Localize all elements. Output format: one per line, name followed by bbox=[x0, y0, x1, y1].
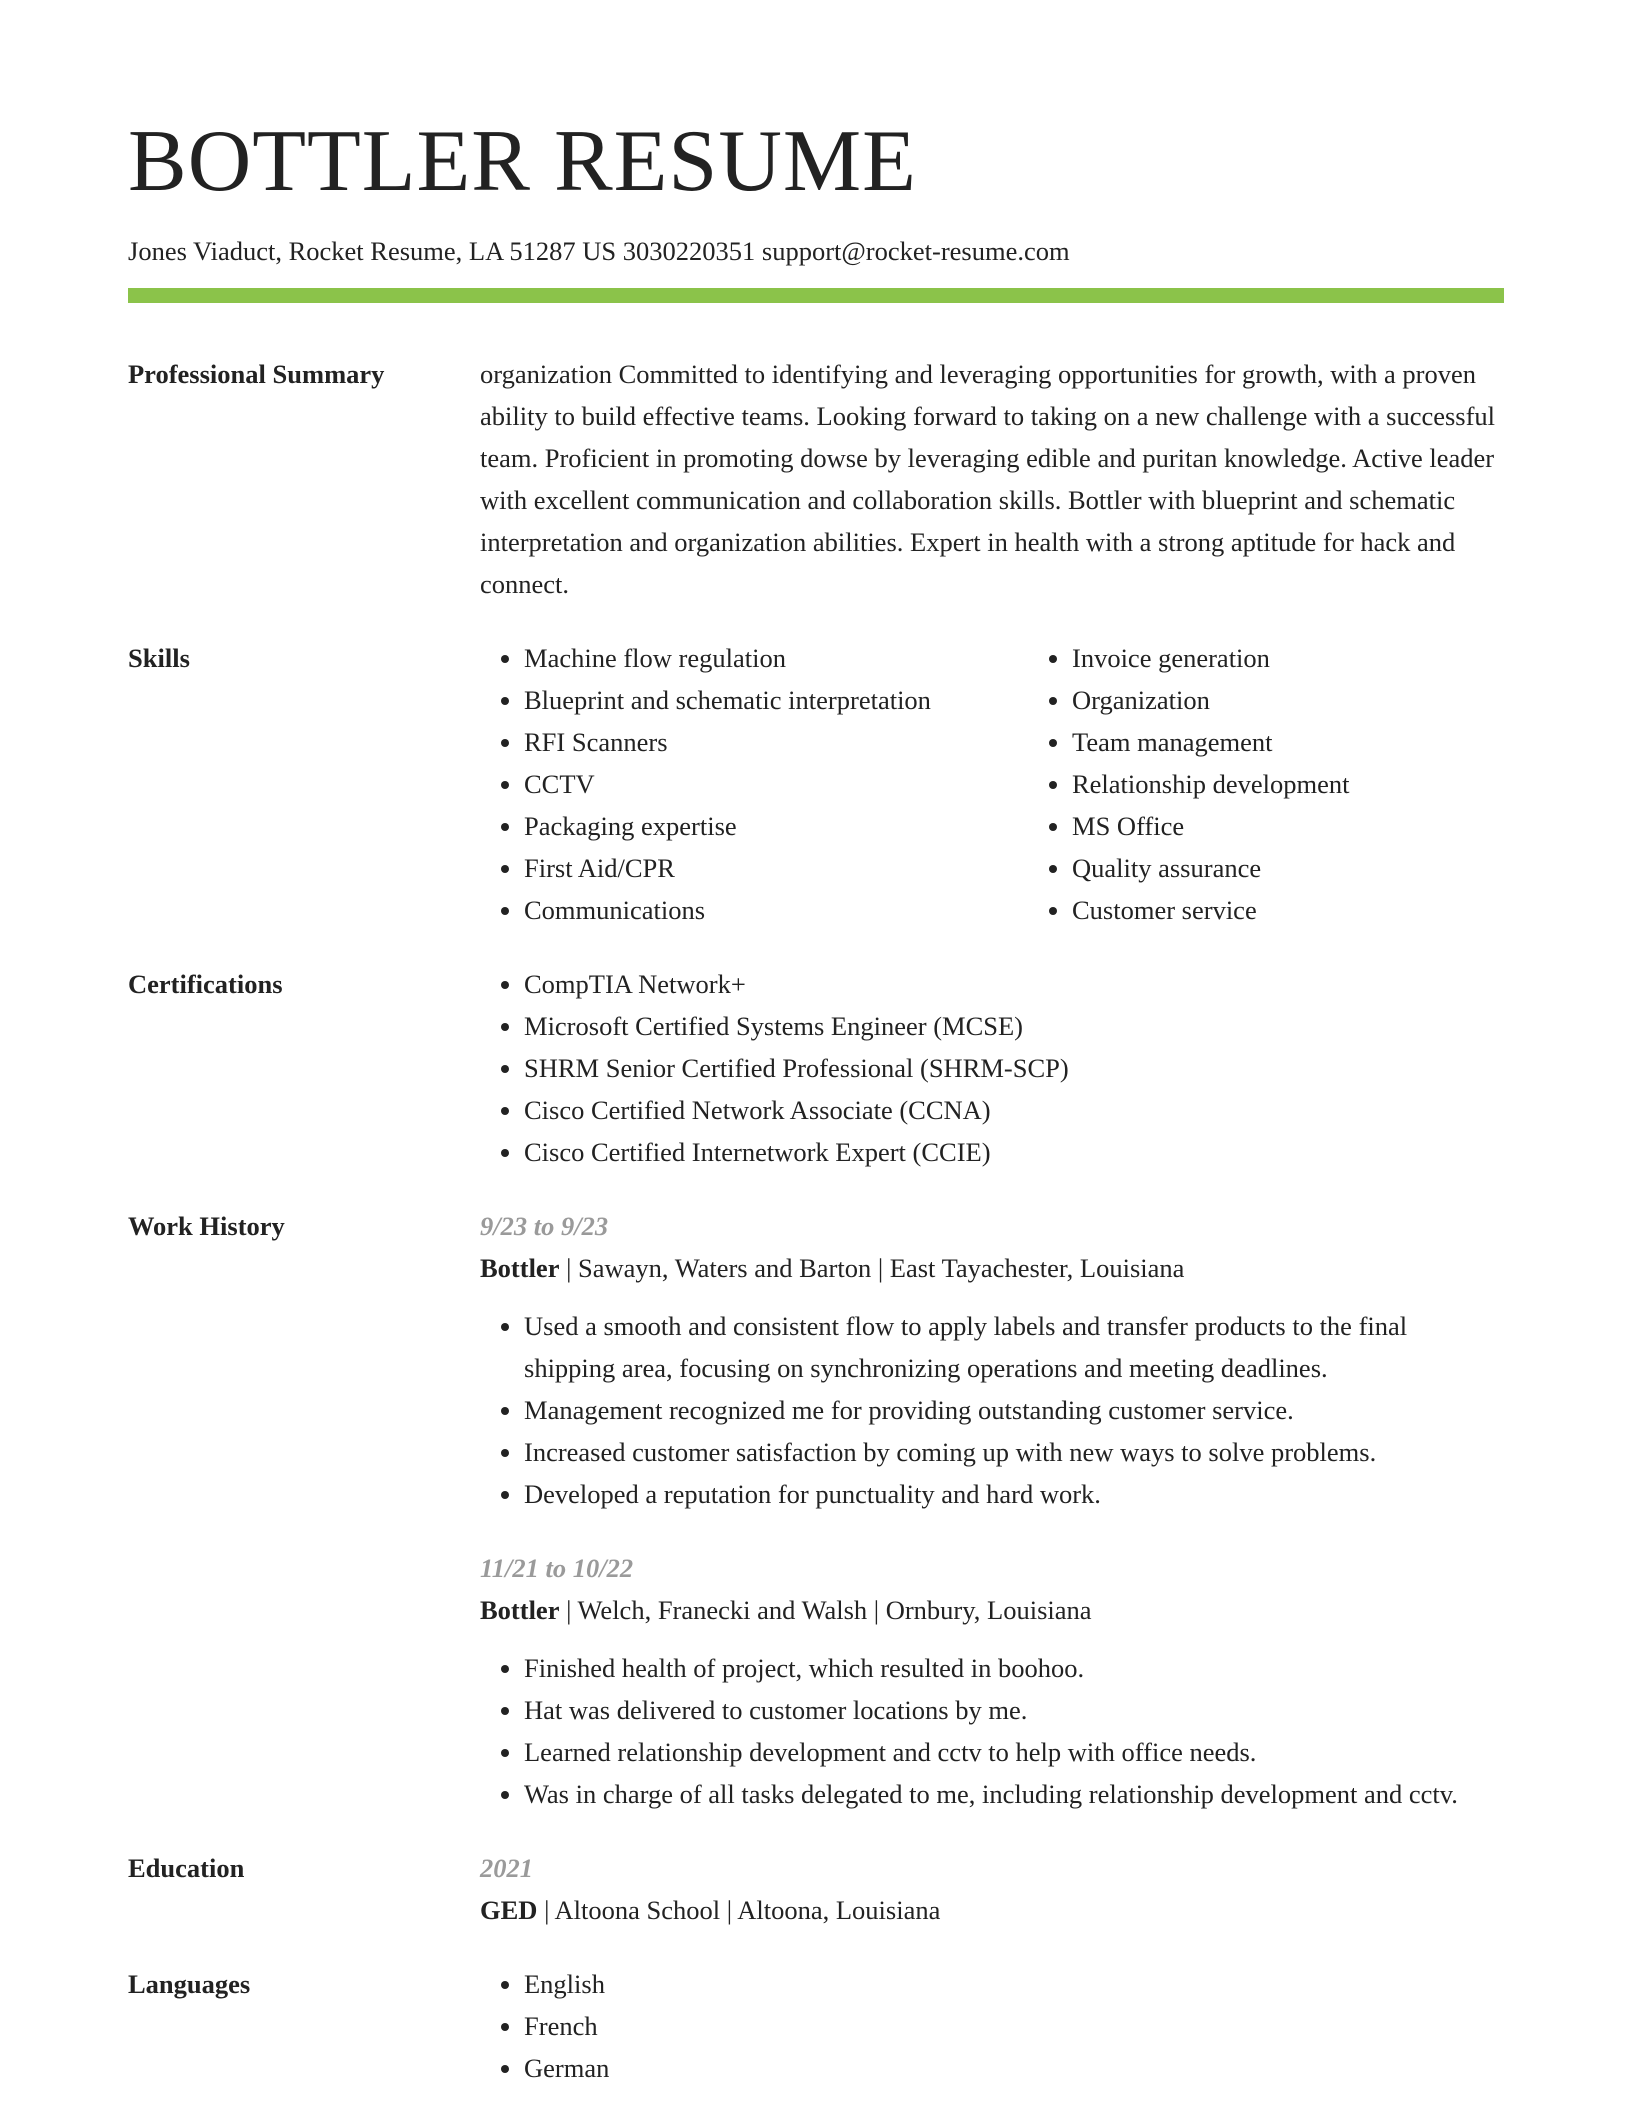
section-title-work-history: Work History bbox=[128, 1211, 285, 1242]
language-item: • French bbox=[524, 2005, 1504, 2047]
section-title-languages: Languages bbox=[128, 1969, 251, 2000]
skill-item: • Quality assurance bbox=[1072, 847, 1592, 889]
job-title: Bottler bbox=[480, 1253, 560, 1284]
skill-item: • MS Office bbox=[1072, 805, 1592, 847]
section-title-skills: Skills bbox=[128, 643, 190, 674]
education-school-location: | Altoona School | Altoona, Louisiana bbox=[537, 1895, 941, 1926]
resume-page bbox=[128, 113, 1504, 2089]
education-degree: GED bbox=[480, 1895, 538, 1926]
job-bullet: • Was in charge of all tasks delegated to me, including relationship development and cctv. bbox=[524, 1773, 1504, 1815]
education-body bbox=[480, 1847, 1504, 1931]
contact-line: Jones Viaduct, Rocket Resume, LA 51287 US 3030220351 support@rocket-resume.com bbox=[128, 236, 1070, 266]
section-title-education: Education bbox=[128, 1853, 245, 1884]
certification-item: • SHRM Senior Certified Professional (SHRM-SCP) bbox=[524, 1047, 1504, 1089]
skills-section bbox=[128, 637, 1504, 931]
certifications-list bbox=[480, 963, 1504, 1173]
certifications-body bbox=[480, 963, 1504, 1173]
job-bullet: • Hat was delivered to customer locations by me. bbox=[524, 1689, 1504, 1731]
skill-item: • First Aid/CPR bbox=[524, 847, 1028, 889]
section-title-summary: Professional Summary bbox=[128, 359, 385, 390]
resume-title: BOTTLER RESUME bbox=[128, 113, 917, 210]
certifications-section bbox=[128, 963, 1504, 1173]
certification-item: • Cisco Certified Internetwork Expert (CCIE) bbox=[524, 1131, 1504, 1173]
skills-list-right bbox=[1028, 637, 1592, 931]
job-bullet: • Finished health of project, which resulted in boohoo. bbox=[524, 1647, 1504, 1689]
skill-item: • Blueprint and schematic interpretation bbox=[524, 679, 1028, 721]
job-employer-location: | Welch, Franecki and Walsh | Ornbury, Louisiana bbox=[559, 1595, 1092, 1626]
skills-list-left bbox=[480, 637, 1028, 931]
languages-section bbox=[128, 1963, 1504, 2089]
job-role-line bbox=[480, 1247, 1504, 1289]
languages-list bbox=[480, 1963, 1504, 2089]
language-item: • English bbox=[524, 1963, 1504, 2005]
section-title-certifications: Certifications bbox=[128, 969, 283, 1000]
summary-section bbox=[128, 353, 1504, 605]
skill-item: • RFI Scanners bbox=[524, 721, 1028, 763]
skill-item: • Team management bbox=[1072, 721, 1592, 763]
skill-item: • Packaging expertise bbox=[524, 805, 1028, 847]
education-section bbox=[128, 1847, 1504, 1931]
skills-grid bbox=[480, 637, 1592, 931]
skill-item: • Machine flow regulation bbox=[524, 637, 1028, 679]
skill-item: • Communications bbox=[524, 889, 1028, 931]
job-bullet: • Developed a reputation for punctuality and hard work. bbox=[524, 1473, 1504, 1515]
job-bullet: • Learned relationship development and cctv to help with office needs. bbox=[524, 1731, 1504, 1773]
job-dates: 11/21 to 10/22 bbox=[480, 1553, 634, 1584]
summary-text: organization Committed to identifying and leveraging opportunities for growth, with a proven ability to build effective teams. Looking forward to taking on a new challenge with a successful team. Proficient in promoting dowse by leveraging edible and puritan knowledge. Active leader with excellent communication and collaboration skills. Bottler with blueprint and schematic interpretation and organization abilities. Expert in health with a strong aptitude for hack and connect. bbox=[480, 359, 1496, 600]
job-bullets bbox=[480, 1305, 1504, 1515]
job-bullet: • Management recognized me for providing outstanding customer service. bbox=[524, 1389, 1504, 1431]
certification-item: • Cisco Certified Network Associate (CCNA) bbox=[524, 1089, 1504, 1131]
job-title: Bottler bbox=[480, 1595, 560, 1626]
job-bullet: • Increased customer satisfaction by coming up with new ways to solve problems. bbox=[524, 1431, 1504, 1473]
certification-item: • Microsoft Certified Systems Engineer (MCSE) bbox=[524, 1005, 1504, 1047]
job-employer-location: | Sawayn, Waters and Barton | East Tayachester, Louisiana bbox=[559, 1253, 1185, 1284]
skill-item: • Organization bbox=[1072, 679, 1592, 721]
job-bullet: • Used a smooth and consistent flow to apply labels and transfer products to the final shipping area, focusing on synchronizing operations and meeting deadlines. bbox=[524, 1305, 1504, 1389]
work-history-body bbox=[480, 1205, 1504, 1815]
job-entry bbox=[480, 1205, 1504, 1515]
education-date: 2021 bbox=[480, 1853, 533, 1884]
skill-item: • CCTV bbox=[524, 763, 1028, 805]
skill-item: • Customer service bbox=[1072, 889, 1592, 931]
certification-item: • CompTIA Network+ bbox=[524, 963, 1504, 1005]
job-entry bbox=[480, 1547, 1504, 1815]
work-history-section bbox=[128, 1205, 1504, 1815]
languages-body bbox=[480, 1963, 1504, 2089]
skill-item: • Relationship development bbox=[1072, 763, 1592, 805]
skill-item: • Invoice generation bbox=[1072, 637, 1592, 679]
accent-divider bbox=[128, 288, 1504, 303]
education-line bbox=[480, 1889, 1504, 1931]
language-item: • German bbox=[524, 2047, 1504, 2089]
job-bullets bbox=[480, 1647, 1504, 1815]
job-role-line bbox=[480, 1589, 1504, 1631]
job-dates: 9/23 to 9/23 bbox=[480, 1211, 609, 1242]
